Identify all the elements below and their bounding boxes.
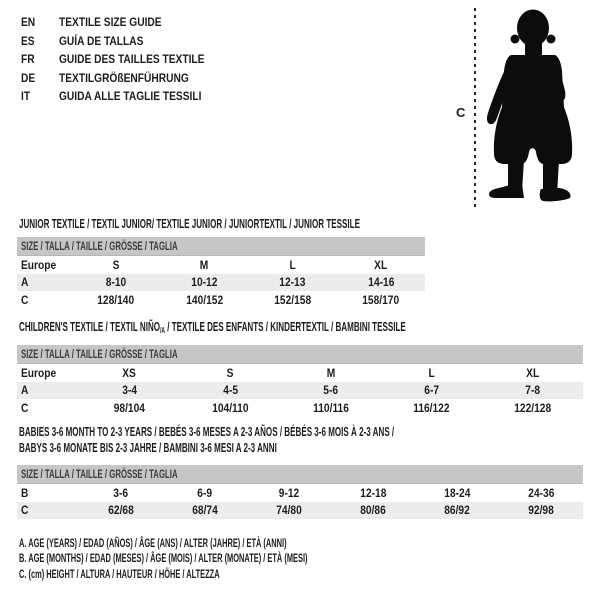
- cell: 158/170: [362, 292, 400, 307]
- cell: Europe: [21, 257, 57, 272]
- junior-section-title: JUNIOR TEXTILE / TEXTIL JUNIOR/ TEXTILE JUNIOR / JUNIORTEXTIL / JUNIOR TESSILE: [19, 216, 360, 231]
- list-item: [21, 87, 230, 106]
- children-section-title: CHILDREN'S TEXTILE / TEXTIL $NIÑO_{/A}$ / TEXTILE DES ENFANTS / KINDERTEXTIL / BAMBINI TESSILE: [19, 319, 406, 335]
- cell: Europe: [21, 365, 57, 380]
- footnote-b: B. AGE (MONTHS) / EDAD (MESES) / ÂGE (MOIS) / ALTER (MONATE) / ETÀ (MESI): [19, 551, 308, 566]
- cell: 86/92: [444, 503, 470, 518]
- cell: 62/68: [108, 503, 134, 518]
- cell: 122/128: [514, 400, 552, 415]
- cell: 128/140: [97, 292, 135, 307]
- junior-size-table: [17, 237, 425, 309]
- cell: L: [428, 365, 435, 380]
- subscript: /A: [160, 326, 166, 335]
- cell: M: [326, 365, 336, 380]
- height-label: C: [456, 105, 466, 120]
- children-size-table: [17, 345, 583, 417]
- cell: 12-18: [359, 485, 387, 500]
- language-code: DE: [21, 70, 36, 85]
- table-row: [17, 502, 583, 520]
- cell: 80/86: [360, 503, 386, 518]
- language-code: FR: [21, 52, 35, 67]
- baby-silhouette-icon: [481, 5, 587, 207]
- table-row: [17, 256, 425, 274]
- table-header-bar: SIZE / TALLA / TAILLE / GRÖSSE / TAGLIA: [17, 237, 425, 256]
- table-header-bar: SIZE / TALLA / TAILLE / GRÖSSE / TAGLIA: [17, 465, 583, 484]
- cell: 98/104: [113, 400, 145, 415]
- cell: A: [21, 275, 29, 290]
- cell: 24-36: [527, 485, 555, 500]
- cell: 104/110: [212, 400, 249, 415]
- list-item: [21, 13, 230, 32]
- babies-section-title: BABIES 3-6 MONTH TO 2-3 YEARS / BEBÉS 3-6 MESES A 2-3 AÑOS / BÉBÉS 3-6 MOIS À 2-3 ANS / BABYS 3-6 MONATE BIS 2-3 JAHRE / BAMBINI 3-6 MESI A 2-3 ANNI: [19, 424, 395, 455]
- language-title: TEXTILE SIZE GUIDE: [59, 15, 162, 29]
- height-measure-line: [474, 8, 476, 208]
- cell: 68/74: [192, 503, 218, 518]
- cell: 8-10: [105, 275, 127, 290]
- table-row: [17, 291, 425, 309]
- cell: C: [21, 503, 29, 518]
- language-code: EN: [21, 15, 36, 29]
- cell: XL: [526, 365, 540, 380]
- cell: 10-12: [191, 275, 218, 290]
- table-row: [17, 484, 583, 502]
- cell: 152/158: [274, 292, 312, 307]
- language-title: GUIDE DES TAILLES TEXTILE: [59, 52, 205, 67]
- table-row: [17, 399, 583, 417]
- language-title: GUIDA ALLE TAGLIE TESSILI: [59, 89, 202, 104]
- cell: 9-12: [278, 485, 300, 500]
- cell: 3-6: [113, 485, 129, 500]
- cell: B: [21, 485, 29, 500]
- cell: 92/98: [528, 503, 554, 518]
- language-title-list: [21, 13, 230, 106]
- cell: 6-9: [197, 485, 213, 500]
- cell: 4-5: [222, 383, 238, 398]
- cell: C: [21, 292, 29, 307]
- cell: 14-16: [367, 275, 394, 290]
- cell: C: [21, 400, 29, 415]
- cell: M: [200, 257, 209, 272]
- table-row: [17, 364, 583, 382]
- table-row: [17, 274, 425, 292]
- cell: 140/152: [185, 292, 223, 307]
- language-title: TEXTILGRÖßENFÜHRUNG: [59, 70, 189, 85]
- footnote-a: A. AGE (YEARS) / EDAD (AÑOS) / ÂGE (ANS) / ALTER (JAHRE) / ETÀ (ANNI): [19, 536, 287, 550]
- cell: 5-6: [323, 383, 339, 398]
- cell: XS: [122, 365, 137, 380]
- table-row: [17, 382, 583, 400]
- list-item: [21, 69, 230, 88]
- list-item: [21, 32, 230, 51]
- footnote-c: C. (cm) HEIGHT / ALTURA / HAUTEUR / HÖHE / ALTEZZA: [19, 566, 220, 581]
- table-header-bar: SIZE / TALLA / TAILLE / GRÖSSE / TAGLIA: [17, 345, 583, 364]
- cell: 110/116: [313, 400, 349, 415]
- language-code: ES: [21, 33, 35, 48]
- language-title: GUÍA DE TALLAS: [59, 33, 144, 48]
- cell: 3-4: [122, 383, 137, 398]
- babies-size-table: [17, 465, 583, 519]
- cell: 7-8: [525, 383, 540, 398]
- language-code: IT: [21, 89, 31, 104]
- cell: 12-13: [279, 275, 306, 290]
- cell: A: [21, 383, 29, 398]
- cell: S: [226, 365, 234, 380]
- cell: L: [289, 257, 296, 272]
- cell: S: [112, 257, 120, 272]
- cell: 74/80: [276, 503, 302, 518]
- cell: XL: [374, 257, 388, 272]
- cell: 6-7: [424, 383, 440, 398]
- cell: 18-24: [443, 485, 471, 500]
- list-item: [21, 50, 230, 69]
- footnotes: [19, 536, 484, 582]
- cell: 116/122: [413, 400, 450, 415]
